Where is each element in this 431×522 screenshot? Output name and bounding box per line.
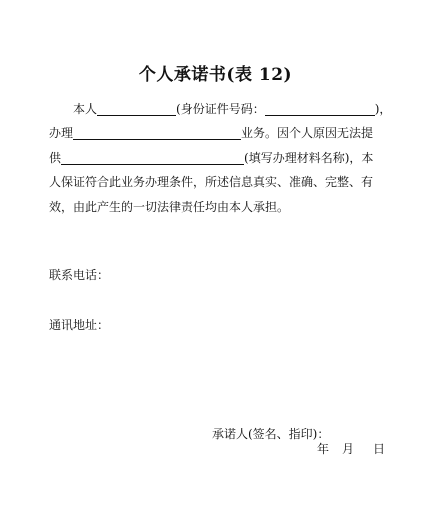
date-month-label: 月 bbox=[342, 442, 355, 456]
line3-start-text: 供 bbox=[49, 151, 62, 165]
line2-end-text: 业务。因个人原因无法提 bbox=[241, 126, 374, 140]
line1-start-text: 本人 bbox=[73, 102, 98, 116]
document-title: 个人承诺书(表 12) bbox=[138, 65, 293, 85]
mailing-address-label: 通讯地址： bbox=[49, 318, 110, 332]
paragraph-line-5: 效，由此产生的一切法律责任均由本人承担。 bbox=[49, 200, 290, 214]
line2-start-text: 办理 bbox=[49, 126, 74, 140]
paragraph-line-1 bbox=[49, 102, 392, 116]
paragraph-line-2 bbox=[49, 126, 392, 140]
date-year-label: 年 bbox=[317, 442, 330, 456]
id-number-blank-field[interactable] bbox=[265, 103, 375, 116]
line1-middle-text: (身份证件号码： bbox=[176, 102, 265, 116]
materials-blank-field[interactable] bbox=[61, 152, 244, 165]
paragraph-line-4: 人保证符合此业务办理条件，所述信息真实、准确、完整、有 bbox=[49, 175, 374, 189]
contact-phone-label: 联系电话： bbox=[49, 268, 110, 282]
signature-label: 承诺人(签名、指印)： bbox=[212, 427, 330, 441]
line3-end-text: (填写办理材料名称)，本 bbox=[244, 151, 374, 165]
business-blank-field[interactable] bbox=[73, 127, 241, 140]
line1-end-text: )， bbox=[374, 102, 392, 116]
date-day-label: 日 bbox=[373, 442, 386, 456]
name-blank-field[interactable] bbox=[97, 103, 176, 116]
paragraph-line-3 bbox=[49, 151, 392, 165]
